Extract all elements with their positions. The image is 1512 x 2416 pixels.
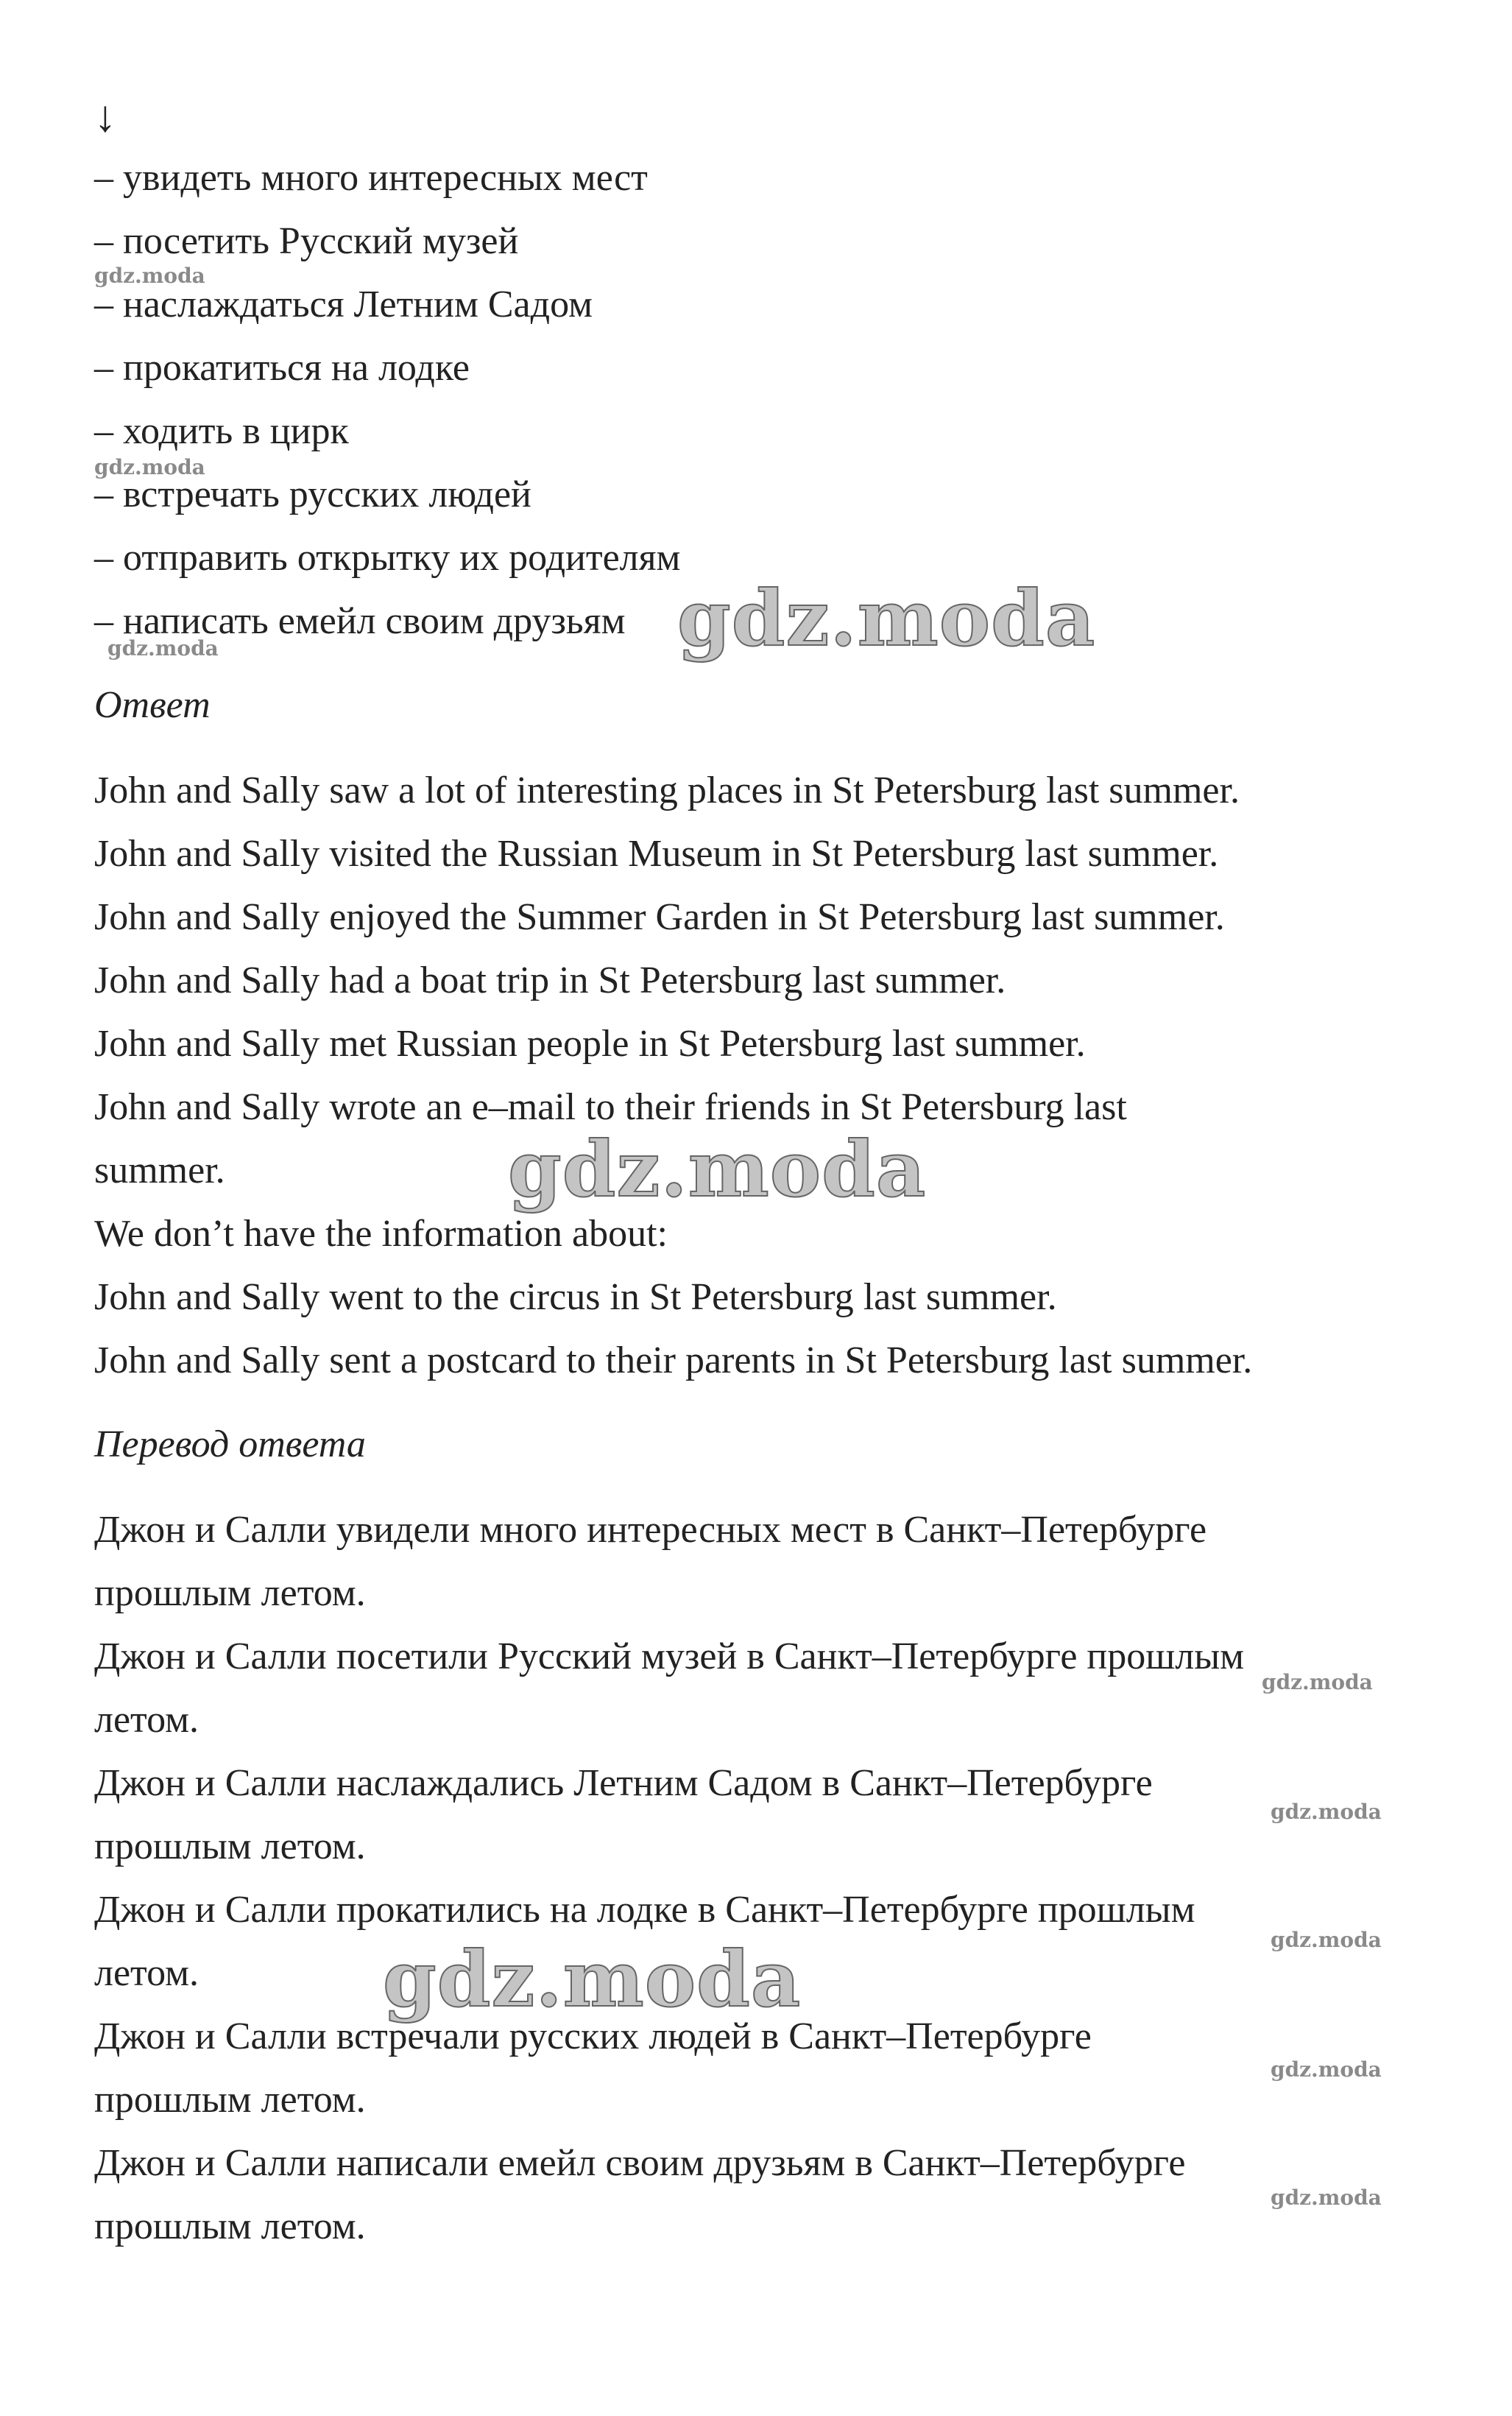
down-arrow-icon: ↓ — [94, 92, 116, 141]
watermark-small: gdz.moda — [1271, 1800, 1382, 1824]
answer-line: John and Sally had a boat trip in St Petersburg last summer. — [94, 959, 1006, 1001]
watermark: gdz.moda — [383, 1934, 802, 2024]
watermark-small: gdz.moda — [1271, 1928, 1382, 1952]
answer-line: John and Sally wrote an e–mail to their friends in St Petersburg last — [94, 1086, 1127, 1128]
answer-line: We don’t have the information about: — [94, 1213, 668, 1255]
translation-line: Джон и Салли встречали русских людей в Санкт–Петербурге — [94, 2015, 1092, 2057]
answer-line: John and Sally met Russian people in St Petersburg last summer. — [94, 1023, 1086, 1065]
watermark-small: gdz.moda — [1271, 2057, 1382, 2082]
list-item: – встречать русских людей — [94, 473, 531, 515]
answer-line: John and Sally visited the Russian Museum in St Petersburg last summer. — [94, 833, 1219, 875]
list-item: – прокатиться на лодке — [94, 347, 470, 389]
answer-line: John and Sally sent a postcard to their parents in St Petersburg last summer. — [94, 1339, 1253, 1381]
watermark-small: gdz.moda — [1262, 1670, 1373, 1694]
watermark: gdz.moda — [508, 1124, 927, 1214]
translation-line: Джон и Салли увидели много интересных мест в Санкт–Петербурге — [94, 1509, 1207, 1551]
translation-line: Джон и Салли прокатились на лодке в Санкт–Петербурге прошлым — [94, 1889, 1195, 1931]
answer-line: John and Sally went to the circus in St Petersburg last summer. — [94, 1276, 1057, 1318]
list-item: – наслаждаться Летним Садом — [94, 283, 593, 325]
translation-line: летом. — [94, 1952, 199, 1994]
answer-heading: Ответ — [94, 684, 211, 726]
translation-line: Джон и Салли наслаждались Летним Садом в Санкт–Петербурге — [94, 1762, 1153, 1804]
translation-line: прошлым летом. — [94, 1825, 366, 1867]
answer-line: John and Sally enjoyed the Summer Garden in St Petersburg last summer. — [94, 896, 1225, 938]
list-item: – увидеть много интересных мест — [94, 157, 648, 199]
list-item: – ходить в цирк — [94, 410, 349, 452]
translation-line: прошлым летом. — [94, 2079, 366, 2121]
watermark: gdz.moda — [677, 573, 1096, 663]
translation-line: прошлым летом. — [94, 1572, 366, 1614]
translation-line: летом. — [94, 1699, 199, 1741]
list-item: – посетить Русский музей — [94, 220, 519, 262]
translation-line: прошлым летом. — [94, 2205, 366, 2247]
translation-line: Джон и Салли написали емейл своим друзьям в Санкт–Петербурге — [94, 2142, 1186, 2184]
watermark-small: gdz.moda — [107, 636, 219, 661]
answer-line: John and Sally saw a lot of interesting places in St Petersburg last summer. — [94, 769, 1240, 811]
list-item: – отправить открытку их родителям — [94, 537, 681, 579]
translation-line: Джон и Салли посетили Русский музей в Санкт–Петербурге прошлым — [94, 1635, 1245, 1677]
translation-heading: Перевод ответа — [94, 1423, 366, 1465]
watermark-small: gdz.moda — [1271, 2186, 1382, 2210]
list-item: – написать емейл своим друзьям — [94, 600, 626, 642]
answer-line: summer. — [94, 1149, 225, 1191]
watermark-small: gdz.moda — [94, 264, 205, 288]
watermark-small: gdz.moda — [94, 455, 205, 479]
